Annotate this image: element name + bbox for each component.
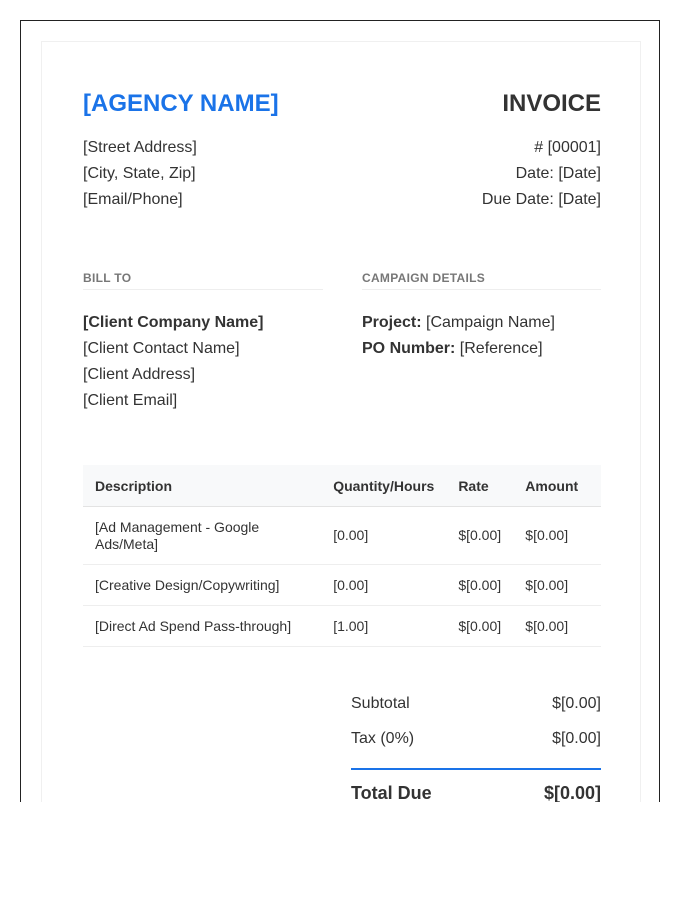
project-value: [Campaign Name] — [426, 314, 555, 331]
invoice-date: Date: [Date] — [515, 165, 601, 182]
agency-address-block — [83, 135, 197, 213]
row-quantity: [0.00] — [321, 507, 446, 565]
client-address: [Client Address] — [83, 366, 196, 383]
invoice-due-date: Due Date: [Date] — [481, 191, 601, 208]
row-description: [Direct Ad Spend Pass-through] — [83, 606, 321, 647]
header-amount: Amount — [513, 465, 601, 507]
tax-row — [351, 721, 601, 756]
header-quantity: Quantity/Hours — [321, 465, 446, 507]
invoice-header — [83, 90, 601, 210]
po-label: PO Number: — [362, 340, 456, 357]
table-row — [83, 565, 601, 606]
total-due-value: $[0.00] — [543, 783, 601, 802]
agency-city: [City, State, Zip] — [83, 165, 196, 182]
row-amount: $[0.00] — [513, 606, 601, 647]
document-frame — [20, 20, 660, 802]
subtotal-value: $[0.00] — [552, 695, 601, 712]
po-value: [Reference] — [459, 340, 543, 357]
tax-label: Tax (0%) — [351, 730, 415, 747]
invoice-number: # [00001] — [534, 139, 601, 156]
subtotal-label: Subtotal — [351, 695, 410, 712]
row-amount: $[0.00] — [513, 565, 601, 606]
row-quantity: [1.00] — [321, 606, 446, 647]
total-due-row — [351, 770, 601, 802]
invoice-title: INVOICE — [502, 90, 601, 117]
row-amount: $[0.00] — [513, 507, 601, 565]
agency-street: [Street Address] — [83, 139, 197, 156]
table-header-row — [83, 465, 601, 507]
campaign-details-heading: CAMPAIGN DETAILS — [362, 271, 601, 290]
po-line — [362, 336, 601, 362]
campaign-details-body — [362, 310, 601, 362]
project-line — [362, 310, 601, 336]
subtotal-row — [351, 686, 601, 721]
bill-to-body — [83, 310, 323, 414]
table-row — [83, 606, 601, 647]
row-rate: $[0.00] — [446, 507, 513, 565]
agency-contact: [Email/Phone] — [83, 191, 183, 208]
client-email: [Client Email] — [83, 392, 178, 409]
client-company: [Client Company Name] — [83, 314, 264, 331]
line-items-table — [83, 465, 601, 647]
project-label: Project: — [362, 314, 422, 331]
row-rate: $[0.00] — [446, 565, 513, 606]
row-description: [Creative Design/Copywriting] — [83, 565, 321, 606]
row-description: [Ad Management - Google Ads/Meta] — [83, 507, 321, 565]
invoice-meta-block — [482, 135, 601, 213]
agency-name: [AGENCY NAME] — [83, 90, 279, 117]
bill-to-heading: BILL TO — [83, 271, 323, 290]
header-description: Description — [83, 465, 321, 507]
tax-value: $[0.00] — [552, 730, 601, 747]
client-contact: [Client Contact Name] — [83, 340, 240, 357]
totals-section — [351, 686, 601, 802]
invoice-sheet — [41, 41, 641, 802]
campaign-details-section — [362, 271, 601, 362]
total-due-label: Total Due — [351, 783, 432, 802]
row-rate: $[0.00] — [446, 606, 513, 647]
row-quantity: [0.00] — [321, 565, 446, 606]
table-row — [83, 507, 601, 565]
header-rate: Rate — [446, 465, 513, 507]
bill-to-section — [83, 271, 323, 414]
